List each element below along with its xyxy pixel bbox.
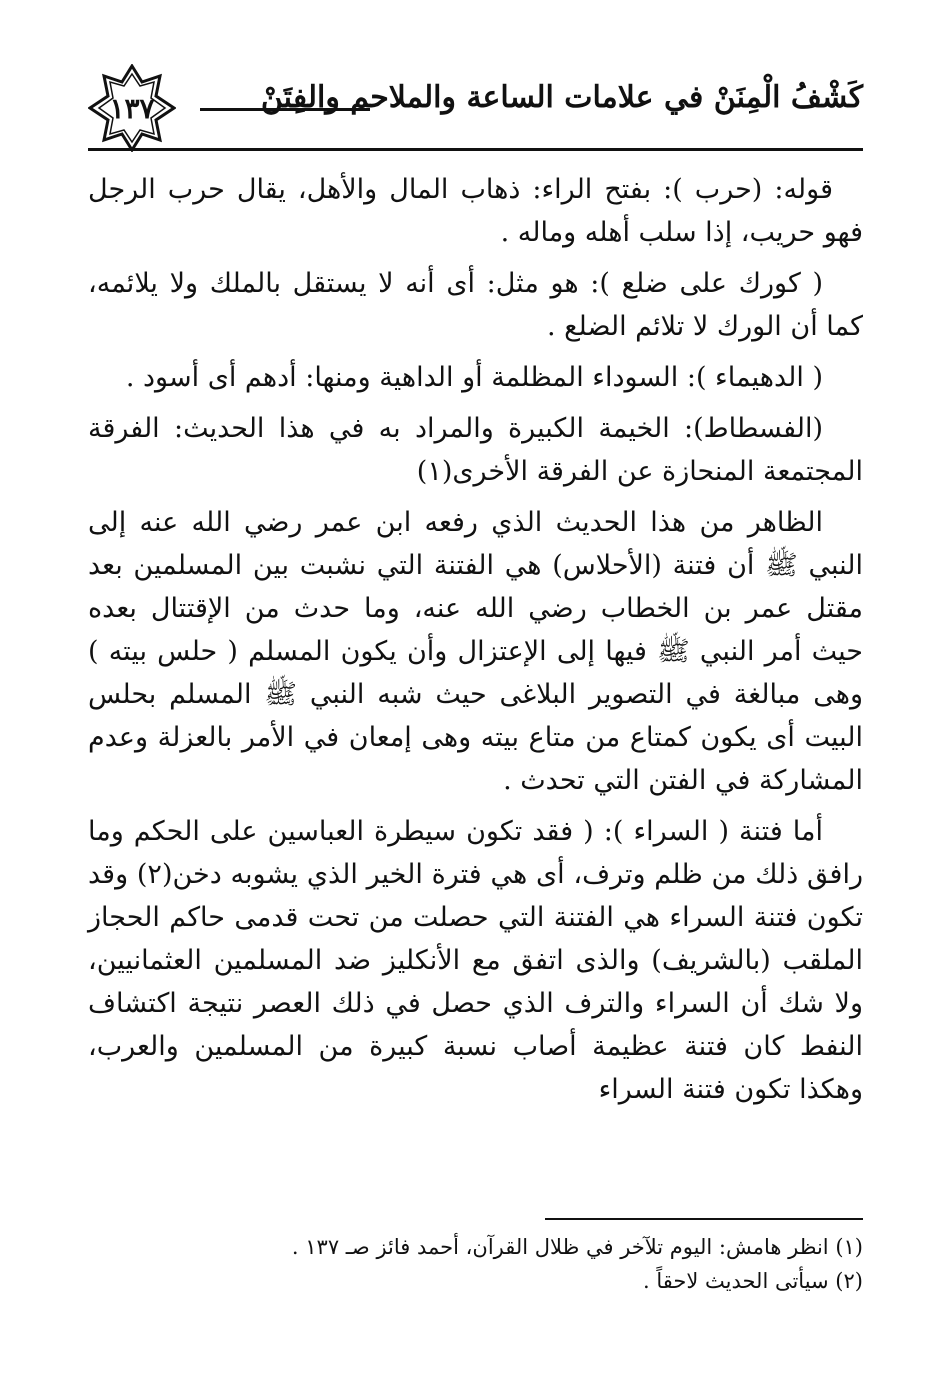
- main-text: [88, 168, 863, 1119]
- footnote: (١) انظر هامش: اليوم تلآخر في ظلال القرآن، أحمد فائز صـ ١٣٧ .: [291, 1235, 863, 1259]
- paragraph: أما فتنة ( السراء ): ( فقد تكون سيطرة العباسين على الحكم وما رافق ذلك من ظلم وترف، أى هي فترة الخير الذي يشوبه دخن(٢) وقد تكون فتنة السراء هي الفتنة التي حصلت من تحت قدمى حاكم الحجاز الملقب (بالشريف) والذى اتفق مع الأنكليز ضد المسلمين العثمانيين، ولا شك أن السراء والترف الذي حصل في ذلك العصر نتيجة اكتشاف النفط كان فتنة عظيمة أصاب نسبة كبيرة من المسلمين والعرب، وهكذا تكون فتنة السراء: [88, 816, 863, 1105]
- footnote-rule: [545, 1218, 863, 1220]
- paragraph: (الفسطاط): الخيمة الكبيرة والمراد به في هذا الحديث: الفرقة المجتمعة المنحازة عن الفرقة الأخرى(١): [88, 413, 863, 487]
- page-number: ١٣٧: [109, 91, 155, 125]
- paragraph: قوله: (حرب ): بفتح الراء: ذهاب المال والأهل، يقال حرب الرجل فهو حريب، إذا سلب أهله وماله .: [88, 174, 863, 248]
- paragraph: ( الدهيماء ): السوداء المظلمة أو الداهية ومنها: أدهم أى أسود .: [125, 362, 823, 393]
- footnote: (٢) سيأتى الحديث لاحقاً .: [643, 1269, 863, 1293]
- header-rule: [88, 148, 863, 151]
- paragraph: الظاهر من هذا الحديث الذي رفعه ابن عمر رضي الله عنه إلى النبي ﷺ أن فتنة (الأحلاس) هي الفتنة التي نشبت بين المسلمين بعد مقتل عمر بن الخطاب رضي الله عنه، وما حدث من الإقتتال بعده حيث أمر النبي ﷺ فيها إلى الإعتزال وأن يكون المسلم ( حلس بيته ) وهى مبالغة في التصوير البلاغى حيث شبه النبي ﷺ المسلم بحلس البيت أى يكون كمتاع من متاع بيته وهى إمعان في الأمر بالعزلة وعدم المشاركة في الفتن التي تحدث .: [88, 507, 863, 796]
- page-number-badge: [88, 64, 176, 152]
- footnotes: [88, 1230, 863, 1298]
- page-header: [88, 58, 863, 150]
- paragraph: ( كورك على ضلع ): هو مثل: أى أنه لا يستقل بالملك ولا يلائمه، كما أن الورك لا تلائم الضلع .: [88, 268, 863, 342]
- book-title: كَشْفُ الْمِنَنْ في علامات الساعة والملاحم والفِتَنْ: [260, 80, 863, 115]
